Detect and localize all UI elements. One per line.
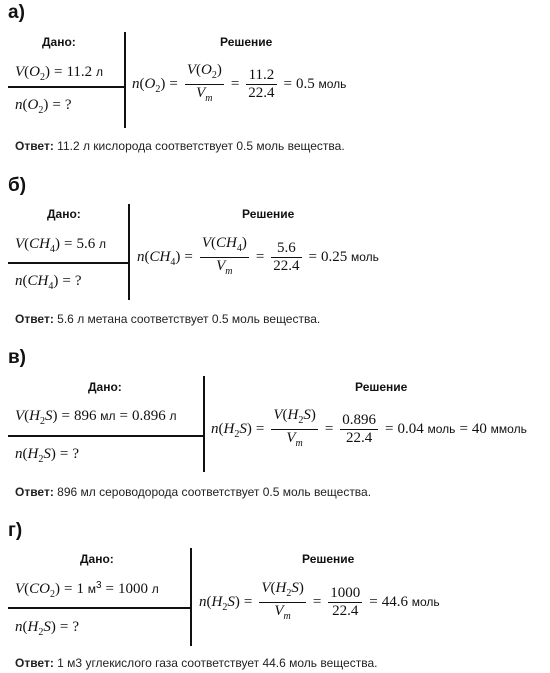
given-header: Дано:	[42, 35, 76, 49]
given-header: Дано:	[80, 552, 114, 566]
find-amount-ch4: $n(CH_4)$ = ?	[15, 273, 82, 292]
given-divider-horizontal	[8, 607, 191, 609]
solution-formula-o2: $n(O_2)$ = $\frac{V(O_2)}{V_m}$ = $\frac{11.2}{22.4}$ = 0.5 моль	[132, 62, 347, 104]
given-divider-horizontal	[8, 435, 204, 437]
answer-a: Ответ: 11.2 л кислорода соответствует 0.5 моль вещества.	[15, 139, 345, 153]
given-volume-h2s: $V(H_2S) = 896$ мл = 0.896 л	[15, 408, 177, 427]
given-header: Дано:	[88, 380, 122, 394]
find-amount-h2s: $n(H_2S)$ = ?	[15, 446, 79, 465]
given-divider-horizontal	[8, 262, 129, 264]
section-label-d: г)	[8, 520, 23, 541]
find-amount-o2: $n(O_2)$ = ?	[15, 97, 72, 116]
given-divider-vertical	[128, 204, 130, 300]
section-label-a: а)	[8, 2, 25, 23]
given-volume-co2: $V(CO_2) = 1$ $м^3 = 1000$ л	[15, 580, 159, 600]
solution-header: Решение	[355, 380, 408, 394]
answer-c: Ответ: 896 мл сероводорода соответствует 0.5 моль вещества.	[15, 485, 372, 499]
section-label-b: б)	[8, 175, 27, 196]
section-label-c: в)	[8, 347, 27, 368]
given-divider-vertical	[203, 376, 205, 472]
given-divider-vertical	[124, 32, 126, 128]
given-volume-o2: $V(O_2) = 11.2$ л	[15, 64, 103, 83]
given-header: Дано:	[47, 207, 81, 221]
solution-formula-h2s: $n(H_2S)$ = $\frac{V(H_2S)}{V_m}$ = $\frac{0.896}{22.4}$ = 0.04 моль = 40 ммоль	[211, 407, 527, 449]
solution-header: Решение	[242, 207, 295, 221]
solution-formula-ch4: $n(CH_4)$ = $\frac{V(CH_4)}{V_m}$ = $\frac{5.6}{22.4}$ = 0.25 моль	[137, 235, 379, 277]
solution-header: Решение	[220, 35, 273, 49]
answer-b: Ответ: 5.6 л метана соответствует 0.5 моль вещества.	[15, 312, 321, 326]
solution-header: Решение	[302, 552, 355, 566]
solution-formula-co2: $n(H_2S)$ = $\frac{V(H_2S)}{V_m}$ = $\frac{1000}{22.4}$ = 44.6 моль	[199, 580, 440, 622]
given-divider-horizontal	[8, 86, 125, 88]
given-volume-ch4: $V(CH_4) = 5.6$ л	[15, 236, 106, 255]
find-amount-co2: $n(H_2S)$ = ?	[15, 619, 79, 638]
given-divider-vertical	[190, 548, 192, 646]
answer-d: Ответ: 1 м3 углекислого газа соответствует 44.6 моль вещества.	[15, 656, 378, 670]
